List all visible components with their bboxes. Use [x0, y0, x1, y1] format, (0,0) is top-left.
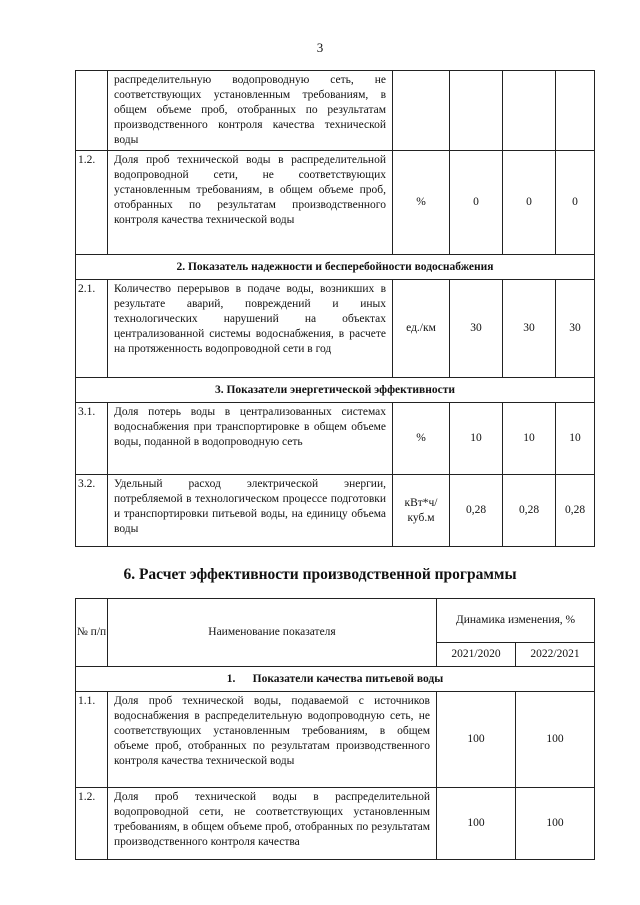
row-number: 3.1.	[76, 403, 108, 475]
page-number: 3	[316, 40, 324, 55]
section-row	[76, 667, 595, 692]
table-row	[76, 403, 595, 475]
table-row	[76, 475, 595, 547]
row-description: Количество перерывов в подаче воды, возникших в результате аварий, повреждений и иных технологических нарушений на объектах централизованной системы водоснабжения, в расчете на протяженность водопроводной сети в год	[108, 280, 393, 378]
section-row	[76, 378, 595, 403]
row-value-2: 30	[503, 280, 556, 378]
row-value-3: 10	[556, 403, 595, 475]
table-row	[76, 151, 595, 255]
col-header-dynamics: Динамика изменения, %	[437, 599, 595, 643]
row-unit: %	[393, 403, 450, 475]
row-number: 1.2.	[76, 151, 108, 255]
col-header-name: Наименование показателя	[108, 599, 437, 667]
col-header-year-2: 2022/2021	[516, 643, 595, 667]
row-value-1: 0,28	[450, 475, 503, 547]
row-description: Доля проб технической воды в распределительной водопроводной сети, не соответствующих установленным требованиям, в общем объеме проб, отобранных по результатам производственного контроля качества технической воды	[108, 151, 393, 255]
section-title: 1. Показатели качества питьевой воды	[76, 667, 595, 692]
table-row	[76, 692, 595, 788]
table-row	[76, 280, 595, 378]
row-value-2: 10	[503, 403, 556, 475]
table-row	[76, 788, 595, 860]
row-description: распределительную водопроводную сеть, не соответствующих установленным требованиям, в общем объеме проб, отобранных по результатам производственного контроля качества технической воды	[108, 71, 393, 151]
row-value-1: 100	[437, 788, 516, 860]
row-unit: ед./км	[393, 280, 450, 378]
row-value-2: 0,28	[503, 475, 556, 547]
row-value-1: 10	[450, 403, 503, 475]
row-number: 3.2.	[76, 475, 108, 547]
row-value-2: 0	[503, 151, 556, 255]
row-number: 1.2.	[76, 788, 108, 860]
row-description: Доля проб технической воды в распределительной водопроводной сети, не соответствующих установленным требованиям, в общем объеме проб, отобранных по результатам производственного контроля качества	[108, 788, 437, 860]
row-value-3: 0	[556, 151, 595, 255]
col-header-number: № п/п	[76, 599, 108, 667]
section-title: 3. Показатели энергетической эффективности	[76, 378, 595, 403]
row-description: Удельный расход электрической энергии, потребляемой в технологическом процессе подготовки и транспортировки питьевой воды, на единицу объема воды	[108, 475, 393, 547]
table-row	[76, 71, 595, 151]
row-value-1	[450, 71, 503, 151]
row-value-2	[503, 71, 556, 151]
header-row	[76, 599, 595, 643]
row-unit: %	[393, 151, 450, 255]
row-number: 1.1.	[76, 692, 108, 788]
row-value-1: 100	[437, 692, 516, 788]
row-description: Доля проб технической воды, подаваемой с источников водоснабжения в распределительную водопроводную сеть, не соответствующих установленным требованиям, в общем объеме проб, отобранных по результатам производственного контроля качества технической воды	[108, 692, 437, 788]
row-unit	[393, 71, 450, 151]
row-value-3: 30	[556, 280, 595, 378]
row-number	[76, 71, 108, 151]
col-header-year-1: 2021/2020	[437, 643, 516, 667]
indicators-table	[75, 70, 595, 547]
row-value-2: 100	[516, 692, 595, 788]
row-description: Доля потерь воды в централизованных системах водоснабжения при транспортировке в общем объеме воды, поданной в водопроводную сеть	[108, 403, 393, 475]
section-title: 2. Показатель надежности и бесперебойности водоснабжения	[76, 255, 595, 280]
row-number: 2.1.	[76, 280, 108, 378]
row-value-1: 30	[450, 280, 503, 378]
section-row	[76, 255, 595, 280]
section-heading: 6. Расчет эффективности производственной программы	[123, 566, 517, 583]
row-value-3: 0,28	[556, 475, 595, 547]
row-unit: кВт*ч/ куб.м	[393, 475, 450, 547]
row-value-1: 0	[450, 151, 503, 255]
row-value-2: 100	[516, 788, 595, 860]
row-value-3	[556, 71, 595, 151]
efficiency-table	[75, 598, 595, 860]
